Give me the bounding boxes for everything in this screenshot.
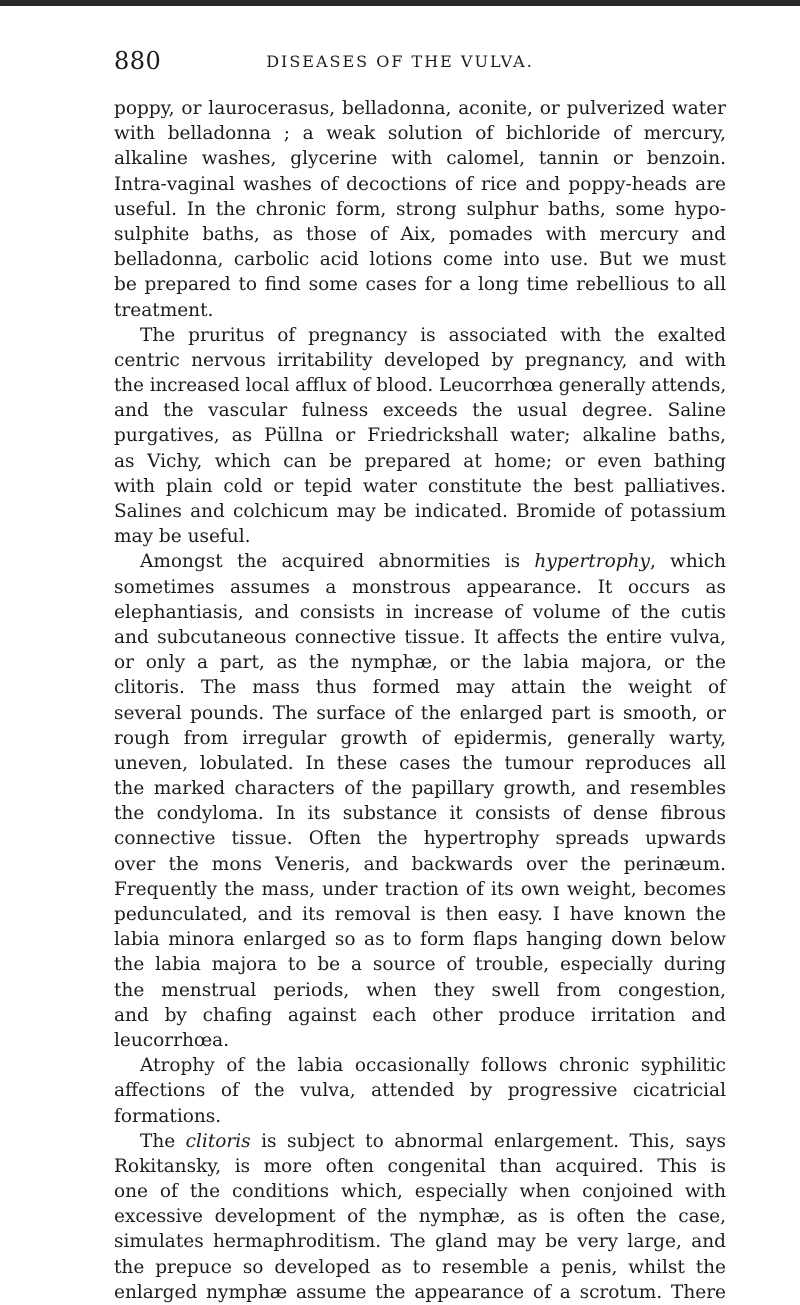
top-border-rule — [0, 0, 800, 6]
text-line: the increased local afflux of blood. Leucorrhœa generally attends, — [114, 375, 727, 397]
text-line: useful. In the chronic form, strong sulphur baths, some hypo- — [114, 198, 726, 220]
running-head: DISEASES OF THE VULVA. — [266, 52, 534, 71]
text-line: alkaline washes, glycerine with calomel, tannin or benzoin. — [114, 148, 726, 170]
text-run: is subject to abnormal enlargement. This, says — [250, 1130, 726, 1152]
text-line: belladonna, carbolic acid lotions come into use. But we must — [114, 249, 726, 271]
text-run: Amongst the acquired abnormities is — [140, 551, 535, 573]
text-line: with belladonna ; a weak solution of bichloride of mercury, — [114, 123, 726, 145]
text-line — [114, 549, 726, 574]
text-line: Atrophy of the labia occasionally follows chronic syphilitic — [140, 1055, 726, 1077]
text-line: centric nervous irritability developed by pregnancy, and with — [114, 349, 726, 371]
text-line: sometimes assumes a monstrous appearance. It occurs as — [114, 576, 726, 598]
text-line: labia minora enlarged so as to form flaps hanging down below — [114, 929, 726, 951]
text-line: Salines and colchicum may be indicated. Bromide of potassium — [114, 501, 726, 522]
text-line: Rokitansky, is more often congenital than acquired. This is — [114, 1155, 726, 1177]
text-line: leucorrhœa. — [114, 1029, 230, 1051]
text-line: clitoris. The mass thus formed may attain the weight of — [114, 677, 726, 699]
text-line: be prepared to find some cases for a long time rebellious to all — [114, 274, 726, 296]
text-line: several pounds. The surface of the enlarged part is smooth, or — [114, 702, 726, 724]
text-line: or only a part, as the nymphæ, or the labia majora, or the — [114, 652, 726, 674]
text-line: rough from irregular growth of epidermis, generally warty, — [114, 727, 726, 749]
text-line: one of the conditions which, especially when conjoined with — [114, 1181, 726, 1203]
text-line: the menstrual periods, when they swell from congestion, — [114, 979, 726, 1001]
text-line: Intra-vaginal washes of decoctions of rice and poppy-heads are — [114, 173, 726, 195]
text-line: treatment. — [114, 299, 214, 321]
text-line: Frequently the mass, under traction of its own weight, becomes — [114, 878, 726, 900]
body-text — [114, 96, 726, 1305]
text-line: pedunculated, and its removal is then easy. I have known the — [114, 904, 726, 925]
text-line: the marked characters of the papillary growth, and resembles — [114, 778, 726, 800]
page-number: 880 — [114, 47, 162, 75]
text-line: connective tissue. Often the hypertrophy spreads upwards — [114, 828, 726, 850]
text-line: the prepuce so developed as to resemble a penis, whilst the — [114, 1256, 726, 1278]
text-line: simulates hermaphroditism. The gland may be very large, and — [114, 1231, 726, 1253]
text-line: over the mons Veneris, and backwards over the perinæum. — [114, 853, 726, 875]
text-run: , which — [649, 551, 726, 573]
text-line: sulphite baths, as those of Aix, pomades with mercury and — [114, 223, 726, 245]
text-line: poppy, or laurocerasus, belladonna, aconite, or pulverized water — [114, 98, 726, 119]
text-line: enlarged nymphæ assume the appearance of a scrotum. There — [114, 1281, 726, 1303]
text-run: The — [140, 1130, 186, 1152]
text-line: elephantiasis, and consists in increase of volume of the cutis — [114, 601, 726, 623]
text-line: excessive development of the nymphæ, as is often the case, — [114, 1206, 726, 1228]
text-line: as Vichy, which can be prepared at home; or even bathing — [114, 450, 726, 472]
italic-term: clitoris — [185, 1130, 251, 1152]
text-line: and the vascular fulness exceeds the usual degree. Saline — [114, 400, 726, 422]
text-line: may be useful. — [114, 526, 251, 548]
page-header — [0, 46, 800, 80]
text-line: the condyloma. In its substance it consists of dense fibrous — [114, 803, 726, 825]
text-line: affections of the vulva, attended by progressive cicatricial — [114, 1080, 726, 1102]
text-line: formations. — [114, 1105, 222, 1127]
text-line: uneven, lobulated. In these cases the tumour reproduces all — [114, 752, 726, 774]
text-line: purgatives, as Püllna or Friedrickshall water; alkaline baths, — [114, 425, 726, 447]
text-line: The pruritus of pregnancy is associated with the exalted — [140, 324, 726, 346]
text-line: the labia majora to be a source of trouble, especially during — [114, 954, 726, 976]
text-line: and subcutaneous connective tissue. It affects the entire vulva, — [114, 626, 726, 648]
text-line: and by chafing against each other produce irritation and — [114, 1004, 726, 1026]
text-line — [114, 1129, 726, 1154]
italic-term: hypertrophy — [534, 551, 650, 573]
text-line: with plain cold or tepid water constitute the best palliatives. — [114, 475, 726, 497]
